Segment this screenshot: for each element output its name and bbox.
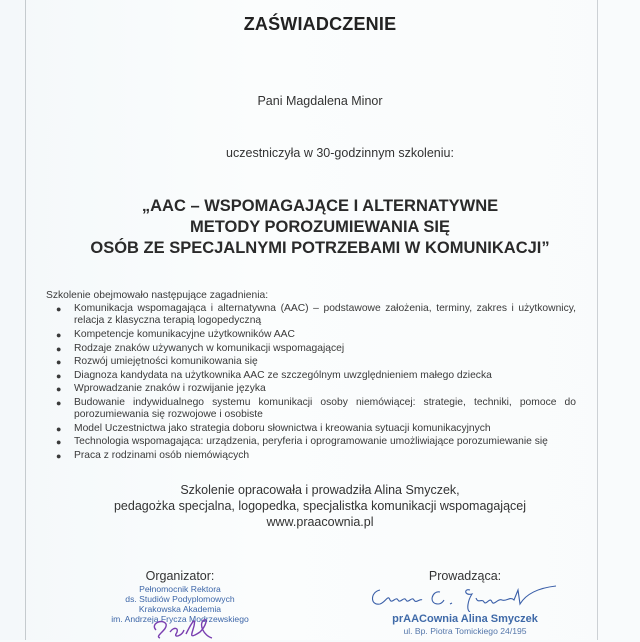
leader-stamp-name: prAACownia Alina Smyczek bbox=[392, 613, 538, 625]
bullet-icon: ● bbox=[56, 397, 62, 408]
bullet-icon: ● bbox=[56, 304, 62, 315]
leader-stamp-address: ul. Bp. Piotra Tomickiego 24/195 bbox=[403, 626, 527, 636]
organizer-signature-icon bbox=[148, 612, 218, 642]
course-title-line: METODY POROZUMIEWANIA SIĘ bbox=[189, 218, 451, 236]
recipient-name: Pani Magdalena Minor bbox=[257, 94, 383, 108]
course-title bbox=[0, 196, 640, 259]
organizer-label: Organizator: bbox=[145, 569, 215, 583]
list-item: ● Kompetencje komunikacyjne użytkowników AAC bbox=[56, 329, 295, 340]
bullet-icon: ● bbox=[56, 370, 62, 381]
bullet-icon: ● bbox=[56, 450, 62, 461]
author-line: Szkolenie opracowała i prowadziła Alina Smyczek, bbox=[180, 483, 460, 497]
participation-statement: uczestniczyła w 30-godzinnym szkoleniu: bbox=[226, 146, 454, 160]
topics-section bbox=[46, 290, 576, 464]
author-line: pedagożka specjalna, logopedka, specjalistka komunikacji wspomagającej bbox=[113, 499, 527, 513]
list-item: ● Rozwój umiejętności komunikowania się bbox=[56, 356, 258, 368]
list-item: ● Technologia wspomagająca: urządzenia, peryferia i oprogramowanie umożliwiające porozumiewanie się bbox=[56, 436, 548, 448]
bullet-icon: ● bbox=[56, 437, 62, 448]
list-item: ● Praca z rodzinami osób niemówiących bbox=[56, 449, 250, 461]
list-item: ● Budowanie indywidualnego systemu komunikacji osoby niemówiącej: strategie, techniki, pomoce do porozumiewania się rozwojowe i osobiste bbox=[56, 396, 576, 421]
course-author bbox=[0, 482, 640, 530]
course-title-line: OSÓB ZE SPECJALNYMI POTRZEBAMI W KOMUNIKACJI” bbox=[90, 239, 550, 257]
author-website: www.praacownia.pl bbox=[266, 515, 374, 529]
bullet-icon: ● bbox=[56, 343, 62, 354]
list-item: ● Komunikacja wspomagająca i alternatywna (AAC) – podstawowe założenia, terminy, zakres i użytkownicy, relacja z klasyczna terapią logopedyczną bbox=[56, 303, 576, 327]
bullet-icon: ● bbox=[56, 330, 62, 340]
bullet-icon: ● bbox=[56, 357, 62, 368]
topics-intro: Szkolenie obejmowało następujące zagadnienia: bbox=[46, 290, 269, 301]
list-item: ● Model Uczestnictwa jako strategia doboru słownictwa i kreowania sytuacji komunikacyjnych bbox=[56, 422, 491, 434]
document-title: ZAŚWIADCZENIE bbox=[243, 14, 397, 34]
organizer-stamp: Pełnomocnik Rektora ds. Studiów Podyplomowych Krakowska Akademia im. Andrzeja Frycza Modrzewskiego bbox=[111, 584, 249, 624]
list-item: ● Rodzaje znaków używanych w komunikacji wspomagającej bbox=[56, 342, 345, 354]
leader-signature-icon bbox=[368, 582, 558, 612]
bullet-icon: ● bbox=[56, 423, 62, 434]
leader-label: Prowadząca: bbox=[428, 569, 502, 583]
topics-list bbox=[46, 303, 576, 462]
bullet-icon: ● bbox=[56, 384, 62, 395]
course-title-line: „AAC – WSPOMAGAJĄCE I ALTERNATYWNE bbox=[141, 197, 499, 215]
list-item: ● Diagnoza kandydata na użytkownika AAC ze szczególnym uwzględnieniem małego dziecka bbox=[56, 369, 492, 381]
list-item: ● Wprowadzanie znaków i rozwijanie języka bbox=[56, 383, 266, 395]
